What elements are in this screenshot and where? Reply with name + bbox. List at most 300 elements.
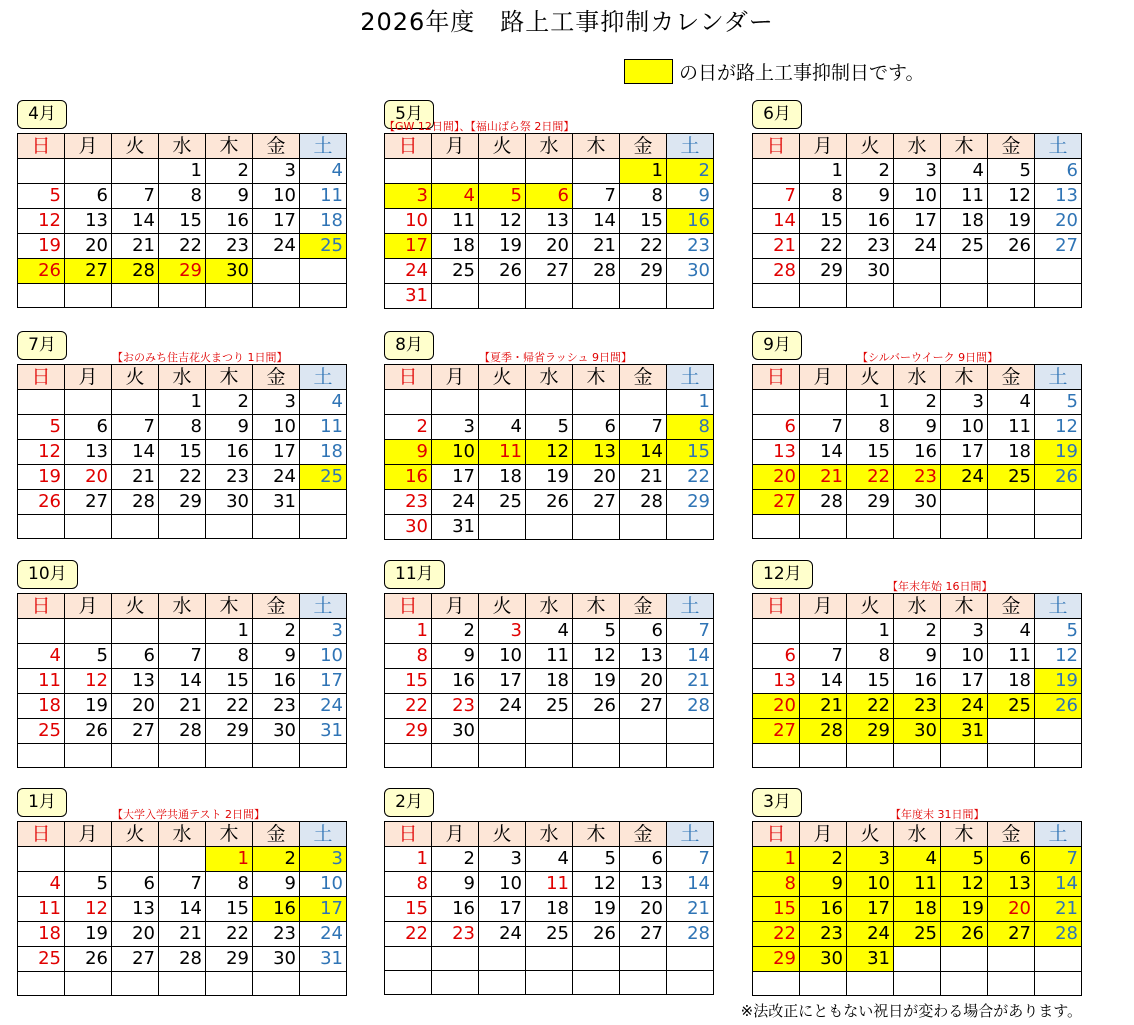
empty-cell bbox=[526, 159, 573, 184]
day-cell: 18 bbox=[300, 209, 347, 234]
day-cell: 5 bbox=[65, 644, 112, 669]
day-cell: 3 bbox=[253, 159, 300, 184]
empty-cell bbox=[941, 259, 988, 284]
day-cell: 8 bbox=[620, 184, 667, 209]
month-label: 2月 bbox=[384, 788, 434, 817]
weekday-header: 月 bbox=[800, 134, 847, 159]
week-row bbox=[18, 209, 347, 234]
month-calendar-table bbox=[384, 133, 714, 309]
day-cell: 22 bbox=[667, 465, 714, 490]
day-cell: 17 bbox=[894, 209, 941, 234]
day-cell: 11 bbox=[988, 644, 1035, 669]
empty-cell bbox=[112, 847, 159, 872]
day-cell: 28 bbox=[800, 490, 847, 515]
day-cell: 9 bbox=[253, 872, 300, 897]
month-calendar-table bbox=[17, 821, 347, 996]
day-cell: 13 bbox=[753, 440, 800, 465]
empty-cell bbox=[65, 159, 112, 184]
weekday-header: 土 bbox=[667, 134, 714, 159]
day-cell: 18 bbox=[941, 209, 988, 234]
empty-cell bbox=[667, 284, 714, 309]
week-row bbox=[385, 234, 714, 259]
day-cell: 29 bbox=[847, 719, 894, 744]
day-cell: 9 bbox=[206, 184, 253, 209]
day-cell: 12 bbox=[65, 669, 112, 694]
weekday-header: 月 bbox=[800, 365, 847, 390]
day-cell: 17 bbox=[479, 897, 526, 922]
day-cell: 2 bbox=[206, 390, 253, 415]
weekday-header: 月 bbox=[432, 365, 479, 390]
weekday-header: 土 bbox=[1035, 594, 1082, 619]
day-cell: 7 bbox=[112, 184, 159, 209]
empty-cell bbox=[1035, 284, 1082, 308]
day-cell: 30 bbox=[894, 719, 941, 744]
legend bbox=[624, 58, 924, 85]
day-cell: 22 bbox=[159, 465, 206, 490]
day-cell: 22 bbox=[206, 694, 253, 719]
day-cell: 9 bbox=[894, 415, 941, 440]
day-cell: 4 bbox=[479, 415, 526, 440]
empty-cell bbox=[941, 515, 988, 539]
day-cell: 3 bbox=[941, 390, 988, 415]
weekday-header: 木 bbox=[941, 822, 988, 847]
weekday-header: 金 bbox=[620, 365, 667, 390]
day-cell: 12 bbox=[573, 872, 620, 897]
day-cell: 17 bbox=[300, 669, 347, 694]
weekday-header: 火 bbox=[847, 134, 894, 159]
weekday-header: 木 bbox=[941, 594, 988, 619]
week-row bbox=[385, 465, 714, 490]
day-cell: 29 bbox=[800, 259, 847, 284]
weekday-header: 金 bbox=[988, 594, 1035, 619]
week-row bbox=[385, 515, 714, 540]
day-cell: 11 bbox=[988, 415, 1035, 440]
day-cell: 19 bbox=[65, 694, 112, 719]
day-cell: 1 bbox=[800, 159, 847, 184]
day-cell: 18 bbox=[894, 897, 941, 922]
day-cell: 12 bbox=[18, 440, 65, 465]
day-cell: 11 bbox=[941, 184, 988, 209]
month-calendar-table bbox=[17, 593, 347, 768]
empty-cell bbox=[526, 744, 573, 768]
weekday-header: 日 bbox=[753, 365, 800, 390]
empty-cell bbox=[1035, 259, 1082, 284]
day-cell: 17 bbox=[253, 440, 300, 465]
empty-cell bbox=[894, 947, 941, 972]
empty-cell bbox=[479, 971, 526, 995]
day-cell: 1 bbox=[847, 619, 894, 644]
day-cell: 28 bbox=[573, 259, 620, 284]
day-cell: 27 bbox=[620, 694, 667, 719]
week-row bbox=[385, 415, 714, 440]
day-cell: 22 bbox=[206, 922, 253, 947]
weekday-header-row bbox=[753, 594, 1082, 619]
day-cell: 27 bbox=[753, 719, 800, 744]
empty-cell bbox=[753, 619, 800, 644]
day-cell: 24 bbox=[479, 694, 526, 719]
day-cell: 30 bbox=[432, 719, 479, 744]
empty-cell bbox=[526, 390, 573, 415]
day-cell: 4 bbox=[432, 184, 479, 209]
day-cell: 24 bbox=[253, 465, 300, 490]
empty-cell bbox=[800, 284, 847, 308]
week-row bbox=[18, 694, 347, 719]
day-cell: 10 bbox=[894, 184, 941, 209]
day-cell: 21 bbox=[667, 669, 714, 694]
day-cell: 10 bbox=[941, 644, 988, 669]
day-cell: 14 bbox=[1035, 872, 1082, 897]
day-cell: 30 bbox=[667, 259, 714, 284]
week-row bbox=[18, 922, 347, 947]
day-cell: 27 bbox=[112, 719, 159, 744]
day-cell: 7 bbox=[1035, 847, 1082, 872]
day-cell: 18 bbox=[432, 234, 479, 259]
day-cell: 9 bbox=[385, 440, 432, 465]
legend-text: の日が路上工事抑制日です。 bbox=[679, 62, 925, 84]
empty-cell bbox=[753, 159, 800, 184]
weekday-header: 土 bbox=[300, 822, 347, 847]
day-cell: 1 bbox=[206, 847, 253, 872]
day-cell: 5 bbox=[573, 619, 620, 644]
day-cell: 31 bbox=[847, 947, 894, 972]
weekday-header: 木 bbox=[206, 822, 253, 847]
month-note: 【夏季・帰省ラッシュ 9日間】 bbox=[479, 351, 633, 364]
month-calendar-table bbox=[752, 364, 1082, 539]
weekday-header: 水 bbox=[526, 365, 573, 390]
empty-cell bbox=[206, 515, 253, 539]
day-cell: 6 bbox=[1035, 159, 1082, 184]
day-cell: 4 bbox=[988, 390, 1035, 415]
empty-cell bbox=[526, 515, 573, 540]
weekday-header-row bbox=[385, 365, 714, 390]
day-cell: 16 bbox=[894, 669, 941, 694]
day-cell: 26 bbox=[1035, 694, 1082, 719]
weekday-header: 火 bbox=[112, 822, 159, 847]
weekday-header: 土 bbox=[667, 594, 714, 619]
empty-cell bbox=[253, 744, 300, 768]
month-label: 8月 bbox=[384, 331, 434, 360]
day-cell: 22 bbox=[385, 922, 432, 947]
empty-cell bbox=[573, 390, 620, 415]
day-cell: 15 bbox=[667, 440, 714, 465]
day-cell: 8 bbox=[667, 415, 714, 440]
day-cell: 13 bbox=[1035, 184, 1082, 209]
day-cell: 28 bbox=[667, 694, 714, 719]
day-cell: 11 bbox=[432, 209, 479, 234]
weekday-header: 月 bbox=[65, 594, 112, 619]
day-cell: 8 bbox=[159, 184, 206, 209]
day-cell: 28 bbox=[800, 719, 847, 744]
weekday-header: 水 bbox=[159, 594, 206, 619]
day-cell: 15 bbox=[159, 209, 206, 234]
weekday-header: 水 bbox=[894, 594, 941, 619]
day-cell: 12 bbox=[988, 184, 1035, 209]
day-cell: 3 bbox=[479, 847, 526, 872]
day-cell: 18 bbox=[988, 440, 1035, 465]
week-row bbox=[385, 184, 714, 209]
day-cell: 30 bbox=[894, 490, 941, 515]
empty-cell bbox=[620, 515, 667, 540]
week-row bbox=[18, 440, 347, 465]
day-cell: 8 bbox=[159, 415, 206, 440]
empty-cell bbox=[18, 159, 65, 184]
day-cell: 11 bbox=[479, 440, 526, 465]
week-row bbox=[18, 259, 347, 284]
week-row bbox=[18, 744, 347, 768]
day-cell: 29 bbox=[385, 719, 432, 744]
week-row bbox=[753, 465, 1082, 490]
week-row bbox=[385, 669, 714, 694]
weekday-header: 水 bbox=[894, 134, 941, 159]
weekday-header: 水 bbox=[526, 594, 573, 619]
weekday-header: 金 bbox=[620, 594, 667, 619]
day-cell: 9 bbox=[800, 872, 847, 897]
week-row bbox=[18, 669, 347, 694]
day-cell: 21 bbox=[800, 465, 847, 490]
day-cell: 26 bbox=[65, 719, 112, 744]
day-cell: 15 bbox=[385, 669, 432, 694]
day-cell: 9 bbox=[206, 415, 253, 440]
week-row bbox=[385, 490, 714, 515]
day-cell: 4 bbox=[941, 159, 988, 184]
day-cell: 10 bbox=[253, 184, 300, 209]
empty-cell bbox=[988, 284, 1035, 308]
day-cell: 5 bbox=[18, 184, 65, 209]
weekday-header-row bbox=[18, 365, 347, 390]
day-cell: 30 bbox=[253, 947, 300, 972]
day-cell: 16 bbox=[667, 209, 714, 234]
month-calendar-table bbox=[17, 133, 347, 308]
empty-cell bbox=[620, 744, 667, 768]
day-cell: 31 bbox=[432, 515, 479, 540]
day-cell: 6 bbox=[65, 415, 112, 440]
weekday-header: 土 bbox=[667, 822, 714, 847]
weekday-header: 木 bbox=[573, 594, 620, 619]
month-calendar-table bbox=[384, 593, 714, 768]
day-cell: 15 bbox=[800, 209, 847, 234]
week-row bbox=[385, 209, 714, 234]
empty-cell bbox=[65, 515, 112, 539]
day-cell: 28 bbox=[159, 947, 206, 972]
day-cell: 30 bbox=[385, 515, 432, 540]
day-cell: 29 bbox=[159, 490, 206, 515]
weekday-header: 月 bbox=[432, 134, 479, 159]
day-cell: 21 bbox=[112, 465, 159, 490]
day-cell: 12 bbox=[65, 897, 112, 922]
empty-cell bbox=[112, 619, 159, 644]
empty-cell bbox=[385, 744, 432, 768]
day-cell: 1 bbox=[620, 159, 667, 184]
week-row bbox=[753, 619, 1082, 644]
day-cell: 10 bbox=[300, 644, 347, 669]
day-cell: 27 bbox=[988, 922, 1035, 947]
weekday-header: 木 bbox=[206, 365, 253, 390]
empty-cell bbox=[667, 719, 714, 744]
day-cell: 23 bbox=[800, 922, 847, 947]
month-label: 10月 bbox=[17, 560, 78, 589]
week-row bbox=[18, 234, 347, 259]
week-row bbox=[753, 284, 1082, 308]
month-calendar-table bbox=[384, 364, 714, 540]
day-cell: 21 bbox=[112, 234, 159, 259]
day-cell: 27 bbox=[753, 490, 800, 515]
weekday-header: 火 bbox=[112, 365, 159, 390]
empty-cell bbox=[941, 284, 988, 308]
empty-cell bbox=[988, 972, 1035, 996]
day-cell: 7 bbox=[667, 847, 714, 872]
day-cell: 28 bbox=[112, 259, 159, 284]
empty-cell bbox=[753, 744, 800, 768]
day-cell: 4 bbox=[18, 644, 65, 669]
day-cell: 6 bbox=[620, 847, 667, 872]
week-row bbox=[385, 922, 714, 947]
empty-cell bbox=[573, 515, 620, 540]
weekday-header: 木 bbox=[573, 822, 620, 847]
day-cell: 4 bbox=[894, 847, 941, 872]
day-cell: 5 bbox=[1035, 619, 1082, 644]
month-note: 【GW 12日間】、【福山ばら祭 2日間】 bbox=[384, 120, 575, 133]
day-cell: 29 bbox=[206, 947, 253, 972]
weekday-header: 金 bbox=[620, 134, 667, 159]
month-note: 【年度末 31日間】 bbox=[890, 808, 985, 821]
day-cell: 8 bbox=[385, 644, 432, 669]
empty-cell bbox=[300, 972, 347, 996]
day-cell: 3 bbox=[941, 619, 988, 644]
day-cell: 11 bbox=[526, 872, 573, 897]
empty-cell bbox=[847, 744, 894, 768]
empty-cell bbox=[159, 847, 206, 872]
day-cell: 5 bbox=[988, 159, 1035, 184]
day-cell: 5 bbox=[573, 847, 620, 872]
day-cell: 9 bbox=[253, 644, 300, 669]
weekday-header: 月 bbox=[432, 822, 479, 847]
weekday-header-row bbox=[385, 134, 714, 159]
day-cell: 15 bbox=[159, 440, 206, 465]
month-label: 4月 bbox=[17, 100, 67, 129]
day-cell: 22 bbox=[847, 465, 894, 490]
day-cell: 18 bbox=[300, 440, 347, 465]
day-cell: 2 bbox=[385, 415, 432, 440]
empty-cell bbox=[1035, 490, 1082, 515]
day-cell: 25 bbox=[526, 694, 573, 719]
day-cell: 25 bbox=[894, 922, 941, 947]
empty-cell bbox=[573, 284, 620, 309]
day-cell: 27 bbox=[573, 490, 620, 515]
weekday-header: 火 bbox=[847, 365, 894, 390]
week-row bbox=[753, 209, 1082, 234]
weekday-header: 金 bbox=[253, 365, 300, 390]
day-cell: 16 bbox=[206, 440, 253, 465]
day-cell: 7 bbox=[620, 415, 667, 440]
week-row bbox=[18, 465, 347, 490]
weekday-header: 木 bbox=[941, 134, 988, 159]
day-cell: 14 bbox=[753, 209, 800, 234]
day-cell: 31 bbox=[385, 284, 432, 309]
weekday-header: 水 bbox=[526, 134, 573, 159]
day-cell: 18 bbox=[988, 669, 1035, 694]
day-cell: 1 bbox=[847, 390, 894, 415]
day-cell: 6 bbox=[526, 184, 573, 209]
day-cell: 26 bbox=[18, 490, 65, 515]
weekday-header: 日 bbox=[18, 822, 65, 847]
weekday-header: 火 bbox=[479, 822, 526, 847]
day-cell: 28 bbox=[1035, 922, 1082, 947]
day-cell: 14 bbox=[112, 440, 159, 465]
day-cell: 26 bbox=[526, 490, 573, 515]
week-row bbox=[753, 159, 1082, 184]
day-cell: 14 bbox=[800, 669, 847, 694]
week-row bbox=[753, 719, 1082, 744]
day-cell: 9 bbox=[847, 184, 894, 209]
weekday-header: 金 bbox=[988, 365, 1035, 390]
empty-cell bbox=[159, 515, 206, 539]
weekday-header-row bbox=[753, 365, 1082, 390]
weekday-header: 日 bbox=[753, 822, 800, 847]
week-row bbox=[385, 259, 714, 284]
day-cell: 25 bbox=[300, 465, 347, 490]
day-cell: 25 bbox=[479, 490, 526, 515]
day-cell: 22 bbox=[800, 234, 847, 259]
day-cell: 2 bbox=[800, 847, 847, 872]
weekday-header: 水 bbox=[159, 365, 206, 390]
day-cell: 24 bbox=[941, 465, 988, 490]
week-row bbox=[753, 972, 1082, 996]
empty-cell bbox=[112, 744, 159, 768]
empty-cell bbox=[800, 972, 847, 996]
day-cell: 26 bbox=[1035, 465, 1082, 490]
footnote: ※法改正にともない祝日が変わる場合があります。 bbox=[740, 1002, 1082, 1020]
day-cell: 11 bbox=[894, 872, 941, 897]
day-cell: 30 bbox=[206, 259, 253, 284]
day-cell: 7 bbox=[159, 644, 206, 669]
week-row bbox=[18, 619, 347, 644]
day-cell: 11 bbox=[526, 644, 573, 669]
day-cell: 3 bbox=[300, 847, 347, 872]
day-cell: 12 bbox=[1035, 644, 1082, 669]
day-cell: 9 bbox=[667, 184, 714, 209]
day-cell: 5 bbox=[526, 415, 573, 440]
day-cell: 2 bbox=[253, 847, 300, 872]
empty-cell bbox=[18, 515, 65, 539]
day-cell: 26 bbox=[18, 259, 65, 284]
day-cell: 30 bbox=[800, 947, 847, 972]
empty-cell bbox=[65, 847, 112, 872]
day-cell: 6 bbox=[112, 644, 159, 669]
week-row bbox=[753, 922, 1082, 947]
weekday-header: 日 bbox=[753, 134, 800, 159]
day-cell: 5 bbox=[18, 415, 65, 440]
week-row bbox=[385, 947, 714, 971]
day-cell: 10 bbox=[385, 209, 432, 234]
empty-cell bbox=[620, 390, 667, 415]
day-cell: 6 bbox=[988, 847, 1035, 872]
day-cell: 3 bbox=[300, 619, 347, 644]
day-cell: 2 bbox=[667, 159, 714, 184]
empty-cell bbox=[847, 284, 894, 308]
empty-cell bbox=[300, 744, 347, 768]
empty-cell bbox=[620, 971, 667, 995]
day-cell: 14 bbox=[800, 440, 847, 465]
day-cell: 13 bbox=[65, 440, 112, 465]
empty-cell bbox=[894, 515, 941, 539]
empty-cell bbox=[253, 515, 300, 539]
empty-cell bbox=[988, 744, 1035, 768]
weekday-header: 水 bbox=[894, 822, 941, 847]
empty-cell bbox=[894, 284, 941, 308]
weekday-header: 火 bbox=[479, 365, 526, 390]
empty-cell bbox=[667, 947, 714, 971]
day-cell: 7 bbox=[800, 644, 847, 669]
